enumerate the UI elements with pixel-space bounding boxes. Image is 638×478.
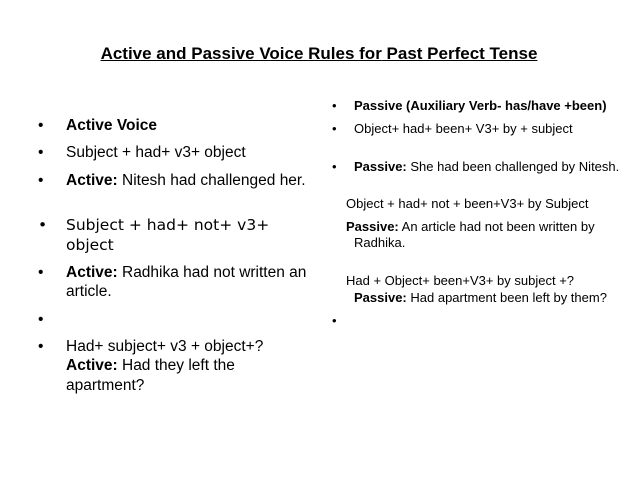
passive-rule-2-block [330, 196, 620, 212]
title-part1: Active and Passive Voice Rules for [100, 44, 382, 63]
example-label: Passive: [354, 289, 407, 305]
active-rule-2: Subject + had+ not+ v3+ object [66, 216, 270, 254]
bullet: • [332, 313, 337, 328]
passive-example-3-block [330, 290, 620, 306]
bullet: • [38, 144, 44, 162]
title-part2: Past Perfect Tense [386, 44, 538, 63]
list-item [38, 143, 308, 162]
example-label: Passive: [354, 158, 407, 174]
active-voice-heading: Active Voice [66, 117, 158, 134]
bullet: • [332, 121, 337, 137]
slide-title [0, 44, 638, 64]
passive-rule-3-block [330, 273, 620, 289]
bullet: • [38, 338, 44, 355]
bullet: • [38, 117, 44, 134]
list-item [38, 216, 308, 255]
passive-rule-1: Object+ had+ been+ V3+ by + subject [354, 121, 573, 137]
passive-rule-2: Object + had+ not + been+V3+ by Subject [346, 195, 589, 211]
example-label: Active: [66, 263, 118, 281]
example-label: Active: [66, 171, 118, 189]
list-item [330, 159, 620, 175]
active-example-1: Nitesh had challenged her. [117, 171, 306, 189]
passive-example-2-block [330, 219, 620, 252]
passive-voice-heading: Passive (Auxiliary Verb- has/have +been) [354, 98, 607, 113]
list-item [330, 313, 620, 329]
right-column [330, 98, 620, 336]
list-item [330, 98, 620, 114]
example-label: Passive: [346, 219, 399, 234]
left-column [38, 116, 308, 403]
bullet: • [38, 310, 44, 328]
bullet: • [38, 216, 48, 235]
active-example-2: Radhika had not written an article. [66, 263, 307, 301]
list-item [38, 337, 308, 395]
passive-example-2: An article had not been written by Radhika. [354, 219, 595, 251]
passive-example-3: Had apartment been left by them? [406, 289, 607, 305]
bullet: • [38, 171, 44, 189]
passive-rule-3: Had + Object+ been+V3+ by subject +? [346, 272, 575, 288]
list-item [38, 263, 308, 302]
bullet: • [38, 263, 44, 281]
list-item [38, 310, 308, 329]
active-example-3: Had they left the apartment? [66, 357, 235, 394]
list-item [38, 171, 308, 190]
list-item [330, 121, 620, 137]
bullet: • [332, 98, 337, 113]
bullet: • [332, 158, 337, 174]
active-rule-1: Subject + had+ v3+ object [66, 144, 246, 162]
list-item [38, 116, 308, 135]
example-label: Active: [66, 357, 118, 375]
passive-example-1: She had been challenged by Nitesh. [406, 158, 620, 174]
active-rule-3: Had+ subject+ v3 + object+? [66, 338, 264, 355]
